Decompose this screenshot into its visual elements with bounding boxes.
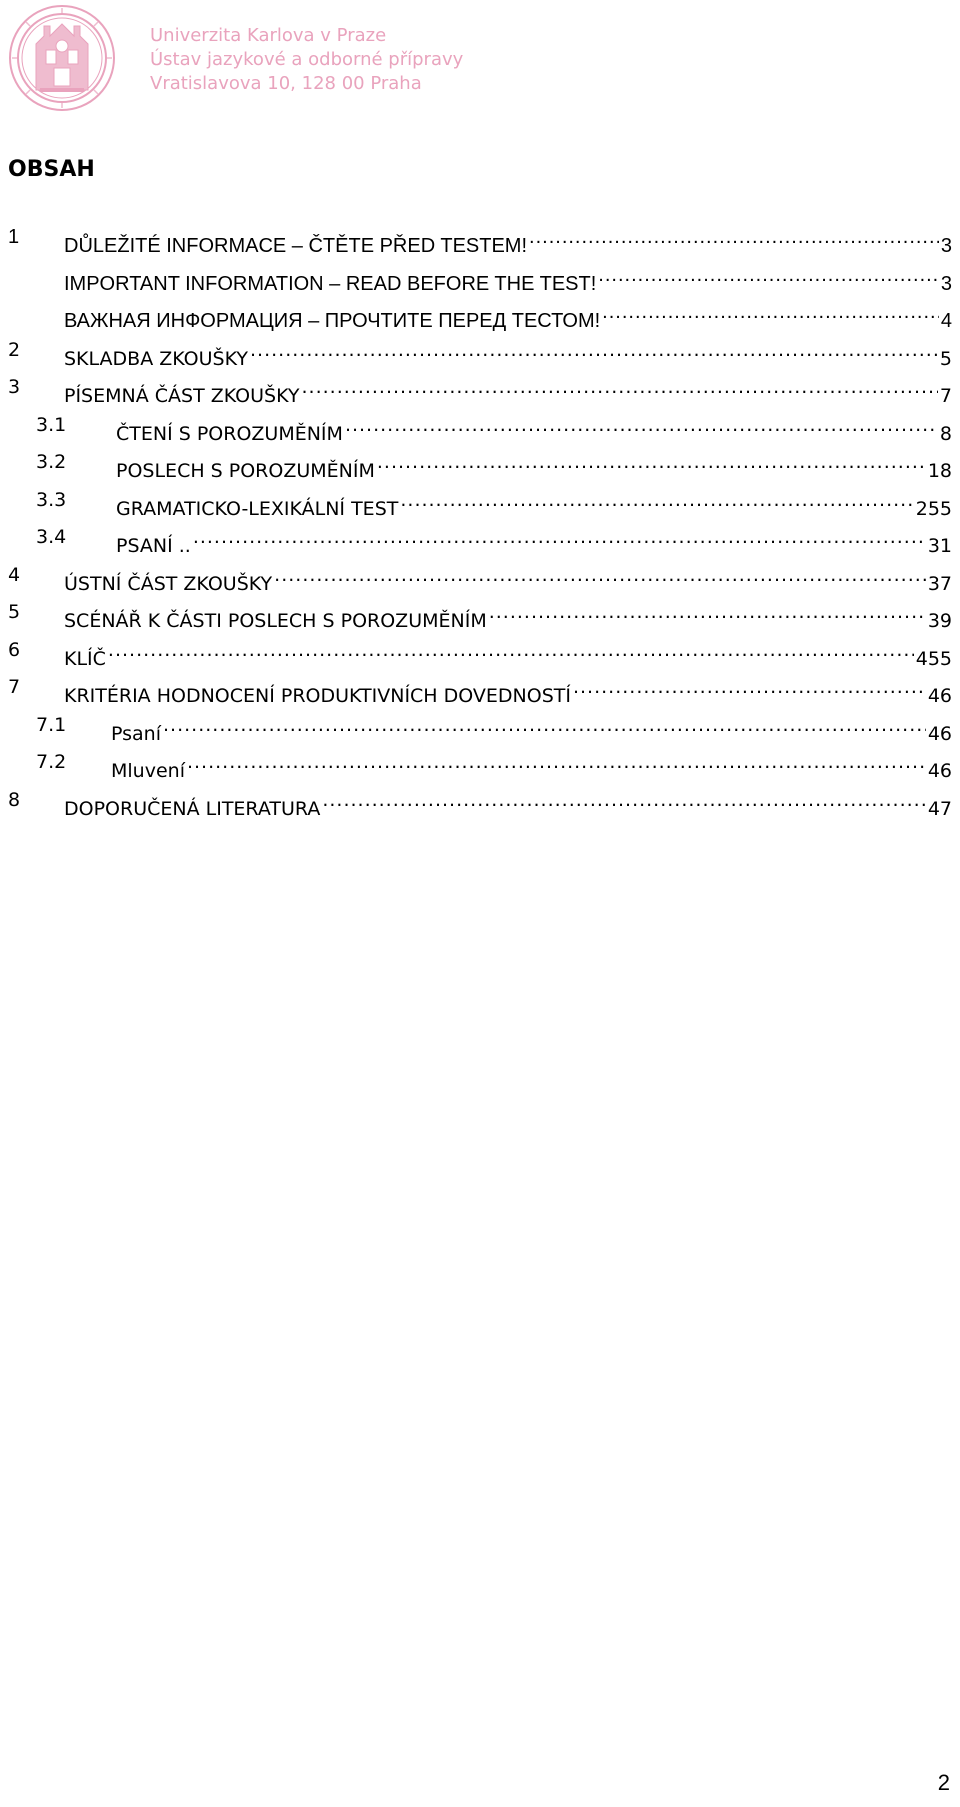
toc-entry-label: Psaní	[111, 722, 161, 745]
toc-entry-label: IMPORTANT INFORMATION – READ BEFORE THE TEST!	[64, 272, 597, 295]
toc-entry-label: ВАЖНАЯ ИНФОРМАЦИЯ – ПРОЧТИТЕ ПЕРЕД ТЕСТОМ!	[64, 310, 601, 332]
dot-leader	[598, 260, 939, 290]
letterhead-text	[150, 24, 463, 96]
toc-entry-label: DŮLEŽITÉ INFORMACE – ČTĚTE PŘED TESTEM!	[64, 235, 528, 257]
toc-entry[interactable]	[0, 222, 960, 260]
toc-entry[interactable]	[0, 747, 960, 785]
toc-entry-number: 8	[8, 788, 21, 811]
institute-name: Ústav jazykové a odborné přípravy	[150, 49, 464, 70]
dot-leader	[345, 410, 938, 440]
toc-entry-number: 7	[8, 676, 21, 698]
toc-entry-number: 2	[8, 338, 21, 361]
toc-entry-label: DOPORUČENÁ LITERATURA	[64, 797, 321, 820]
toc-entry-number: 3.3	[36, 488, 67, 511]
dot-leader	[489, 597, 926, 627]
dot-leader	[377, 447, 926, 477]
toc-entry[interactable]	[0, 560, 960, 598]
toc-title: OBSAH	[8, 157, 95, 182]
toc-entry-page: 37	[927, 572, 952, 595]
toc-entry[interactable]	[0, 710, 960, 748]
toc-entry[interactable]	[0, 635, 960, 673]
toc-entry[interactable]	[0, 447, 960, 485]
toc-entry[interactable]	[0, 597, 960, 635]
toc-entry[interactable]	[0, 410, 960, 448]
toc-entry-label: PÍSEMNÁ ČÁST ZKOUŠKY	[64, 385, 300, 407]
toc-entry-label: ÚSTNÍ ČÁST ZKOUŠKY	[64, 572, 273, 595]
toc-entry[interactable]	[0, 335, 960, 373]
dot-leader	[187, 747, 926, 777]
toc-entry[interactable]	[0, 672, 960, 710]
letterhead	[0, 0, 960, 120]
toc-entry-number: 7.2	[36, 751, 67, 773]
page-number: 2	[937, 1770, 950, 1795]
toc-entry-label: PSANÍ ..	[116, 535, 191, 557]
toc-entry-label: KRITÉRIA HODNOCENÍ PRODUKTIVNÍCH DOVEDNOSTÍ	[64, 685, 571, 707]
toc-entry-page: 46	[927, 722, 952, 745]
toc-entry-label: Mluvení	[111, 760, 185, 782]
toc-entry-page: 3	[940, 235, 952, 257]
toc-entry-page: 7	[939, 385, 952, 407]
toc-entry-page: 8	[939, 422, 952, 445]
toc-entry-page: 47	[927, 797, 952, 820]
dot-leader	[322, 785, 925, 815]
toc-entry-label: KLÍČ	[64, 647, 106, 670]
dot-leader	[602, 297, 939, 327]
toc-entry[interactable]	[0, 297, 960, 335]
toc-entry-label: SKLADBA ZKOUŠKY	[64, 347, 248, 370]
toc-entry-page: 46	[927, 760, 952, 782]
dot-leader	[250, 335, 938, 365]
toc-entry-page: 46	[927, 685, 952, 707]
toc-entry[interactable]	[0, 485, 960, 523]
dot-leader	[400, 485, 913, 515]
university-name: Univerzita Karlova v Praze	[150, 25, 387, 46]
dot-leader	[302, 372, 938, 402]
toc-entry[interactable]	[0, 372, 960, 410]
toc-entry[interactable]	[0, 785, 960, 823]
dot-leader	[163, 710, 926, 740]
toc-entry-number: 5	[8, 601, 21, 623]
toc-entry-label: SCÉNÁŘ K ČÁSTI POSLECH S POROZUMĚNÍM	[64, 610, 487, 632]
dot-leader	[529, 222, 939, 252]
institute-address: Vratislavova 10, 128 00 Praha	[150, 73, 422, 94]
toc-entry[interactable]	[0, 260, 960, 298]
toc-entry-number: 6	[8, 638, 21, 661]
toc-entry-number: 3	[8, 376, 21, 398]
toc-entry-page: 255	[915, 497, 952, 520]
toc-entry-number: 7.1	[36, 713, 67, 736]
dot-leader	[193, 522, 926, 552]
toc-entry-label: POSLECH S POROZUMĚNÍM	[116, 460, 375, 482]
toc-entry-label: GRAMATICKO-LEXIKÁLNÍ TEST	[116, 497, 399, 520]
toc-entry-page: 455	[915, 647, 952, 670]
toc-entry-page: 31	[927, 535, 952, 557]
toc-entry-number: 3.2	[36, 451, 67, 473]
dot-leader	[573, 672, 926, 702]
toc-entry-page: 4	[940, 310, 952, 332]
toc-entry-page: 5	[939, 347, 952, 370]
toc-entry-number: 4	[8, 563, 21, 586]
toc-entry-label: ČTENÍ S POROZUMĚNÍM	[116, 422, 343, 445]
toc-entry-page: 39	[927, 610, 952, 632]
university-seal-logo	[6, 2, 118, 114]
table-of-contents	[0, 222, 960, 822]
dot-leader	[274, 560, 926, 590]
toc-entry-number: 3.1	[36, 413, 67, 436]
toc-entry-number: 3.4	[36, 526, 67, 548]
toc-entry-number: 1	[8, 226, 20, 248]
toc-entry[interactable]	[0, 522, 960, 560]
toc-entry-page: 18	[927, 460, 952, 482]
toc-entry-page: 3	[940, 272, 952, 295]
dot-leader	[108, 635, 914, 665]
